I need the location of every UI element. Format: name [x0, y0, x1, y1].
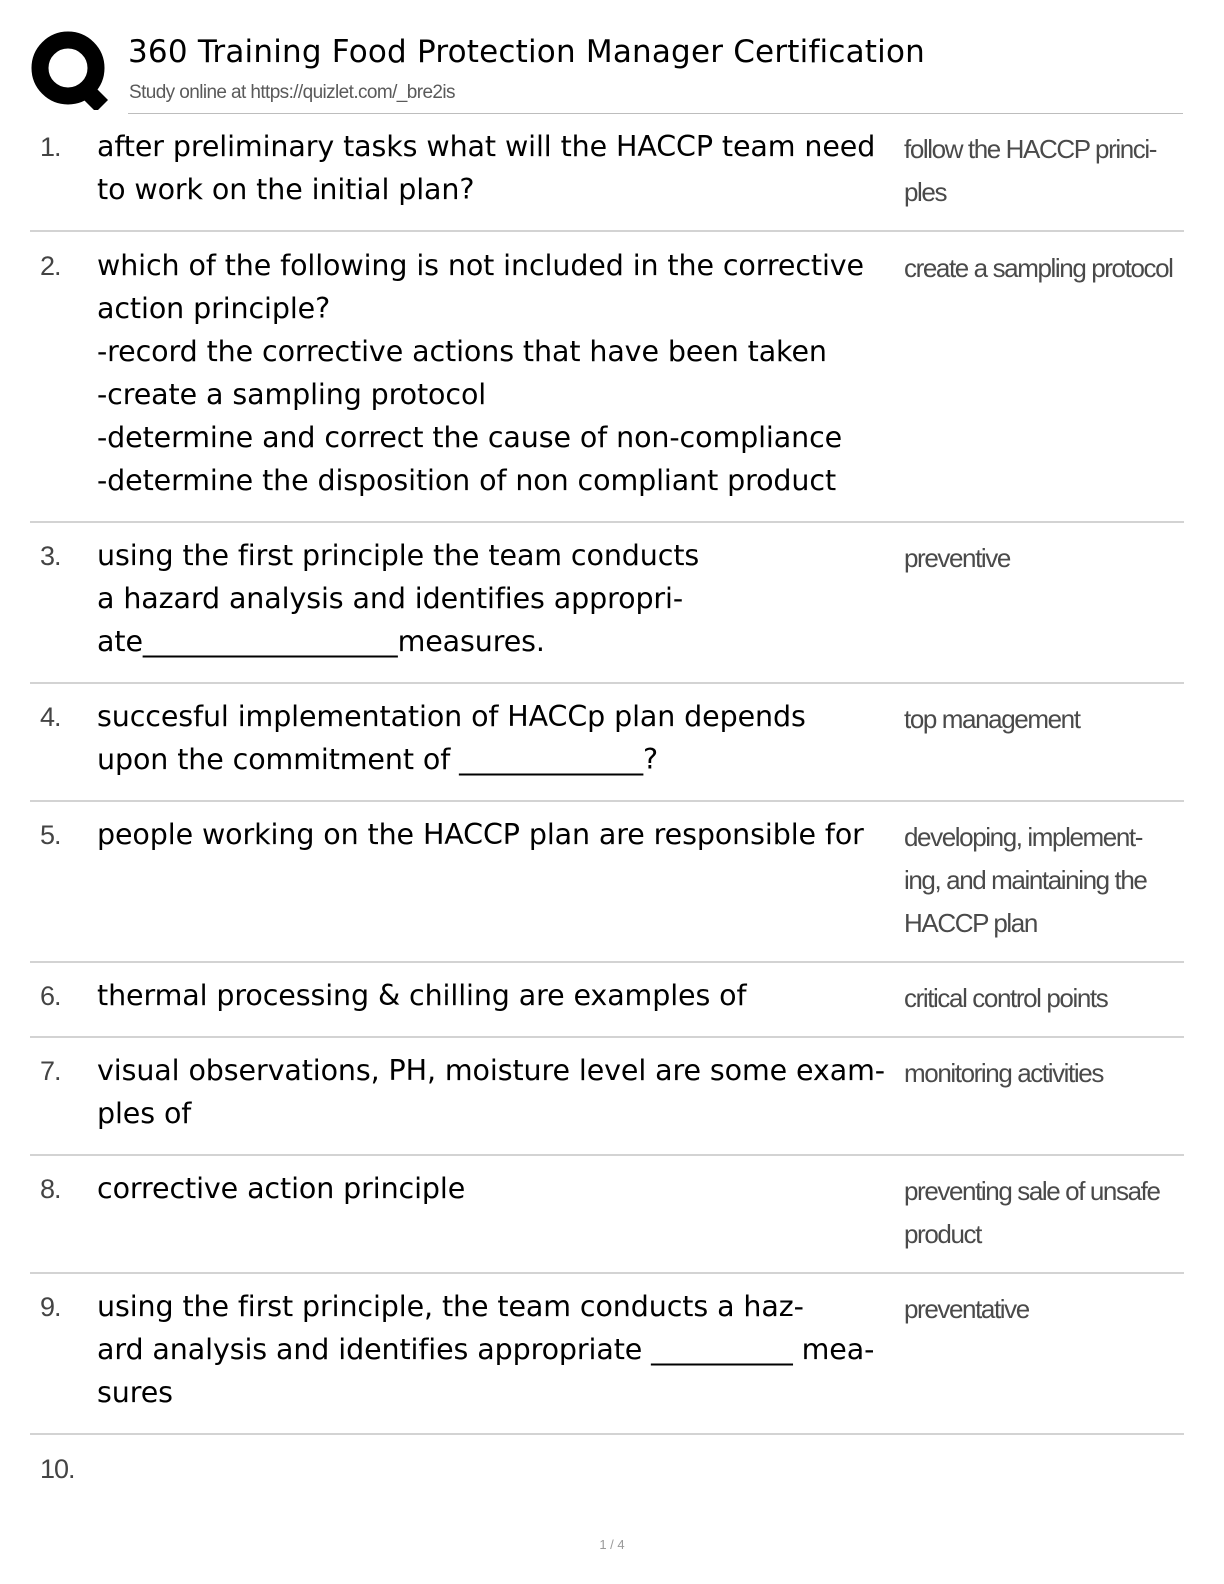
- card-definition: monitoring activities: [904, 1058, 1103, 1088]
- flashcard-row: [30, 1038, 1184, 1156]
- card-definition: create a sampling protocol: [904, 253, 1173, 283]
- flashcard-row: [30, 1435, 1184, 1515]
- card-definition: critical control points: [904, 983, 1108, 1013]
- flashcard-row: [30, 1274, 1184, 1435]
- card-definition: preventative: [904, 1294, 1029, 1324]
- card-number: 8.: [40, 1174, 61, 1204]
- card-term: using the first principle, the team conducts a haz- ard analysis and identifies appropriate __________ mea- sures: [97, 1290, 875, 1409]
- card-definition: preventing sale of unsafe product: [904, 1176, 1160, 1249]
- card-definition: follow the HACCP princi- ples: [904, 134, 1157, 207]
- page-number: 1 / 4: [599, 1537, 625, 1552]
- flashcard-row: [30, 963, 1184, 1038]
- card-term: people working on the HACCP plan are responsible for: [97, 818, 864, 851]
- flashcard-row: [30, 1156, 1184, 1274]
- flashcard-row: [30, 114, 1184, 232]
- study-online-link[interactable]: Study online at https://quizlet.com/_bre2is: [129, 82, 455, 103]
- card-number: 1.: [40, 132, 61, 162]
- card-number: 4.: [40, 702, 61, 732]
- card-definition: top management: [904, 704, 1080, 734]
- card-number: 9.: [40, 1292, 61, 1322]
- card-number: 2.: [40, 251, 61, 281]
- card-term: succesful implementation of HACCp plan depends upon the commitment of _____________?: [97, 700, 806, 776]
- card-definition: preventive: [904, 543, 1010, 573]
- card-term: visual observations, PH, moisture level are some exam- ples of: [97, 1054, 885, 1130]
- card-number: 6.: [40, 981, 61, 1011]
- card-definition: developing, implement- ing, and maintaining the HACCP plan: [904, 822, 1147, 938]
- card-number: 7.: [40, 1056, 61, 1086]
- card-term: using the first principle the team conducts a hazard analysis and identifies appropri- ate__________________measures.: [97, 539, 700, 658]
- card-number: 5.: [40, 820, 61, 850]
- quizlet-q-logo-icon: [30, 30, 110, 110]
- flashcard-row: [30, 232, 1184, 523]
- flashcard-row: [30, 684, 1184, 802]
- card-term: which of the following is not included in the corrective action principle? -record the corrective actions that have been taken -create a sampling protocol -determine and correct the cause of non-compliance -determine the disposition of non compliant product: [97, 249, 864, 497]
- card-term: thermal processing & chilling are examples of: [97, 979, 747, 1012]
- card-term: corrective action principle: [97, 1172, 466, 1205]
- flashcard-list: [30, 114, 1184, 1515]
- flashcard-row: [30, 802, 1184, 963]
- card-number: 10.: [40, 1454, 75, 1484]
- card-term: after preliminary tasks what will the HACCP team need to work on the initial plan?: [97, 130, 876, 206]
- flashcard-row: [30, 523, 1184, 684]
- card-number: 3.: [40, 541, 61, 571]
- document-title: 360 Training Food Protection Manager Certification: [128, 34, 925, 70]
